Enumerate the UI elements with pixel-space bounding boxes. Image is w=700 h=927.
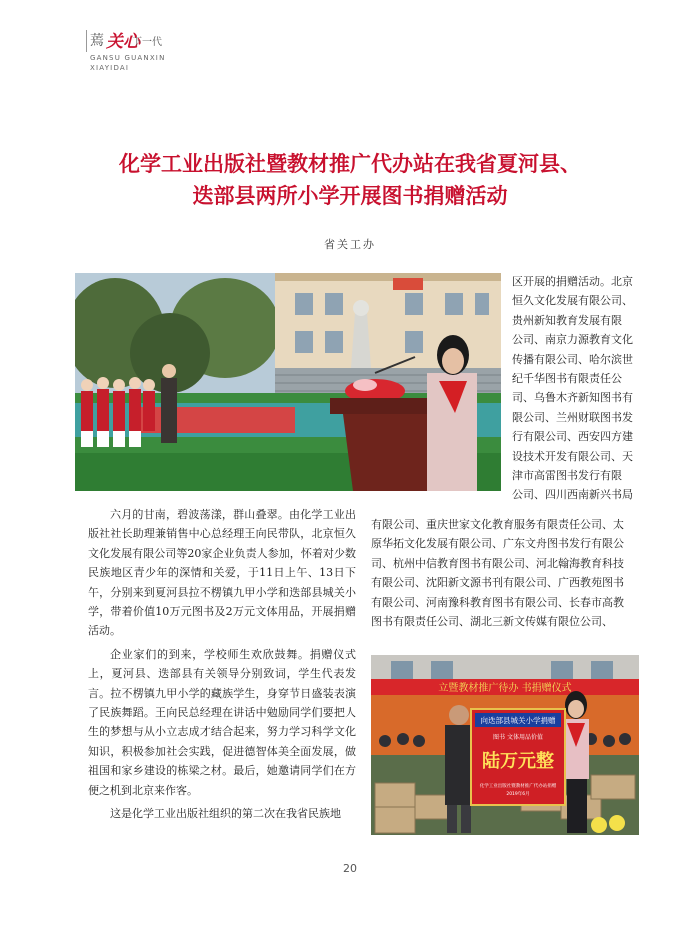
board-subtitle: 图书 文体用品价值 — [493, 734, 543, 741]
paragraph: 企业家们的到来，学校师生欢欣鼓舞。捐赠仪式上，夏河县、迭部县有关领导分别致词，学生代表发言。拉不楞镇九甲小学的藏族学生，身穿节日盛装表演了民族舞蹈。王向民总经理在讲话中勉励同学们要把人生的梦想与从小立志成才结合起来，努力学习科学文化知识，积极参加社会实践，促进德智体美全面发展，做祖国和家乡建设的栋梁之材。最后，她邀请同学们在方便之机到北京来作客。 — [88, 647, 356, 797]
page-number: 20 — [343, 862, 357, 875]
logo-text: 蔫 — [90, 33, 104, 49]
ceremony-photo-illustration — [75, 273, 501, 491]
logo-text-small: 下一代 — [132, 37, 162, 48]
left-column-body — [88, 505, 356, 824]
right-column-text: 区开展的捐赠活动。北京 恒久文化发展有限公司、 贵州新知教育发展有限 公司、南京力源教育文化 传播有限公司、哈尔滨世 纪千华图书有限责任公 司、乌鲁木齐新知图书有 限公司、兰州财联图书发 行有限公司、西安四方建 设技术开发有限公司、天 津市高雷图书发行有限 公司、四川西南新兴书局 — [512, 275, 633, 502]
article-title: 化学工业出版社暨教材推广代办站在我省夏河县、 迭部县两所小学开展图书捐赠活动 — [119, 152, 581, 208]
right-column-continuation: 有限公司、重庆世家文化教育服务有限责任公司、太 原华拓文化发展有限公司、广东文舟图书发行有限公 司、杭州中信教育图书有限公司、河北翰海教育科技 有限公司、沈阳新文源书刊有限公司、广西教苑图书 有限公司、河南豫科教育图书有限公司、长春市高教 图书有限责任公司、湖北三新文传媒有限位公司、 — [371, 518, 624, 629]
board-amount: 陆万元整 — [482, 751, 554, 772]
article-author: 省关工办 — [324, 238, 376, 251]
logo-divider — [86, 30, 87, 52]
logo-text-accent: 关心 — [106, 32, 140, 52]
logo-subtitle: GANSU GUANXIN XIAYIDAI — [90, 54, 166, 72]
board-title: 向迭部县城关小学捐赠 — [480, 716, 556, 725]
board-footnote: 化学工业出版社暨教材推广代办站捐赠 — [479, 784, 557, 789]
banner-text: 立暨教材推广待办 书捐赠仪式 — [438, 683, 572, 694]
paragraph: 六月的甘南，碧波荡漾，群山叠翠。由化学工业出版社社长助理兼销售中心总经理王向民带队，北京恒久文化发展有限公司等20家企业负责人参加，怀着对少数民族地区青少年的深情和关爱，于11日上午、13日下午，分别来到夏河县拉不楞镇九甲小学和迭部县城关小学，带着价值10万元图书及2万元文体用品，开展捐赠活动。 — [88, 508, 356, 638]
donation-photo-illustration — [371, 655, 639, 835]
board-date: 2019年6月 — [506, 792, 530, 797]
paragraph: 这是化学工业出版社组织的第二次在我省民族地 — [110, 807, 341, 821]
ceremony-photo — [75, 273, 501, 491]
donation-photo — [371, 655, 639, 835]
